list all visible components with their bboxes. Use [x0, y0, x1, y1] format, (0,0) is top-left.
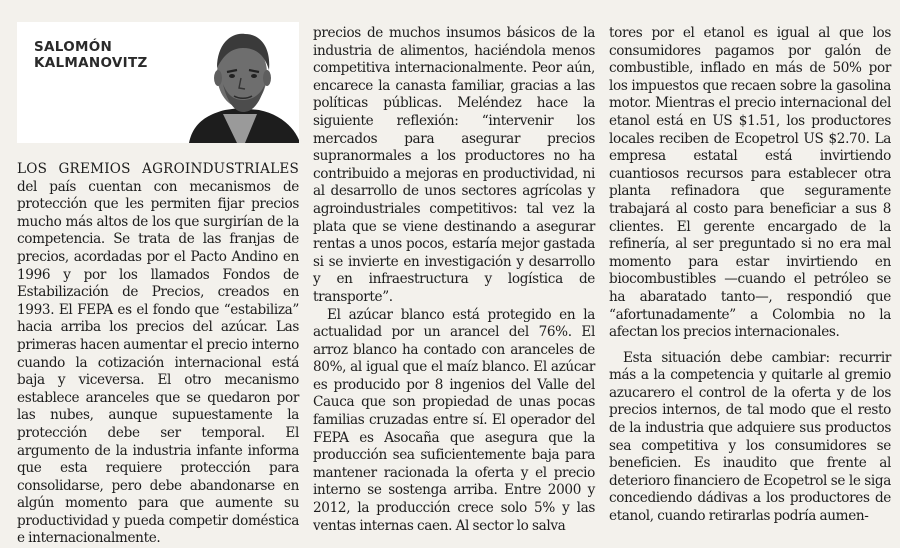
column-3 [609, 25, 891, 525]
column-1 [17, 0, 299, 547]
paragraph-4: tores por el etanol es igual al que los consumidores pagamos por galón de combustible, inflado en más de 50% por los impuestos que recaen sobre la gasolina motor. Mientras el precio internacional del etanol está en US $1.51, los productores locales reciben de Ecopetrol US $2.70. La empresa estatal está invirtiendo cuantiosos recursos para establecer otra planta refinadora que seguramente trabajará al costo para beneficiar a sus 8 clientes. El gerente encargado de la refinería, al ser preguntado si no era mal momento para estar invirtiendo en biocombustibles —cuando el petróleo se ha abaratado tanto—, respondió que “afortunadamente” a Colombia no la afectan los precios internacionales. [609, 25, 891, 341]
paragraph-5: Esta situación debe cambiar: recurrir más a la competencia y quitarle al gremio azucarero el control de la oferta y de los precios internos, de tal modo que el resto de la industria que adquiere sus productos sea competitiva y los consumidores se beneficien. Es inaudito que frente al deterioro financiero de Ecopetrol se le siga concediendo dádivas a los productores de etanol, cuando retirarlas podría aumen- [609, 349, 891, 525]
author-header [17, 22, 299, 143]
paragraph-1 [17, 161, 299, 548]
paragraph-2: precios de muchos insumos básicos de la industria de alimentos, haciéndola menos competitiva internacionalmente. Peor aún, encarece la canasta familiar, gracias a las políticas públicas. Meléndez hace la siguiente reflexión: “intervenir los mercados para asegurar precios supranormales a los productores no ha contribuido a mejoras en productividad, ni al desarrollo de unos sectores agrícolas y agroindustriales competitivos: tal vez la plata que se viene destinando a asegurar rentas a unos pocos, estaría mejor gastada si se invierte en investigación y desarrollo y en infraestructura y logística de transporte”. [313, 25, 595, 305]
paragraph-1-body: del país cuentan con mecanismos de protección que les permiten fijar precios mucho más altos de los que surgirían de la competencia. Se trata de las franjas de precios, acordadas por el Pacto Andino en 1996 y por los llamados Fondos de Estabilización de Precios, creados en 1993. El FEPA es el fondo que “estabiliza” hacia arriba los precios del azúcar. Las primeras hacen aumentar el precio interno cuando la cotización internacional está baja y viceversa. El otro mecanismo establece aranceles que se quedaron por las nubes, aunque supuestamente la protección debe ser temporal. El argumento de la industria infante informa que esta requiere protección para consolidarse, pero debe abandonarse en algún momento para que aumente su productividad y pueda competir doméstica e internacionalmente. [17, 178, 299, 547]
paragraph-3: El azúcar blanco está protegido en la actualidad por un arancel del 76%. El arroz blanco ha contado con aranceles de 80%, al igual que el maíz blanco. El azúcar es producido por 8 ingenios del Valle del Cauca que son propiedad de unas pocas familias cruzadas entre sí. El operador del FEPA es Asocaña que asegura que la producción sea suficientemente baja para mantener racionada la oferta y el precio interno se sostenga arriba. Entre 2000 y 2012, la producción crece solo 5% y las ventas internas caen. Al sector lo salva [313, 306, 595, 534]
author-last-name: KALMANOVITZ [34, 55, 148, 71]
lead-in: LOS GREMIOS AGROINDUSTRIALES [17, 161, 299, 177]
author-portrait [179, 22, 299, 143]
author-first-name: SALOMÓN [34, 39, 113, 55]
author-byline [34, 39, 148, 71]
column-2 [313, 25, 595, 534]
